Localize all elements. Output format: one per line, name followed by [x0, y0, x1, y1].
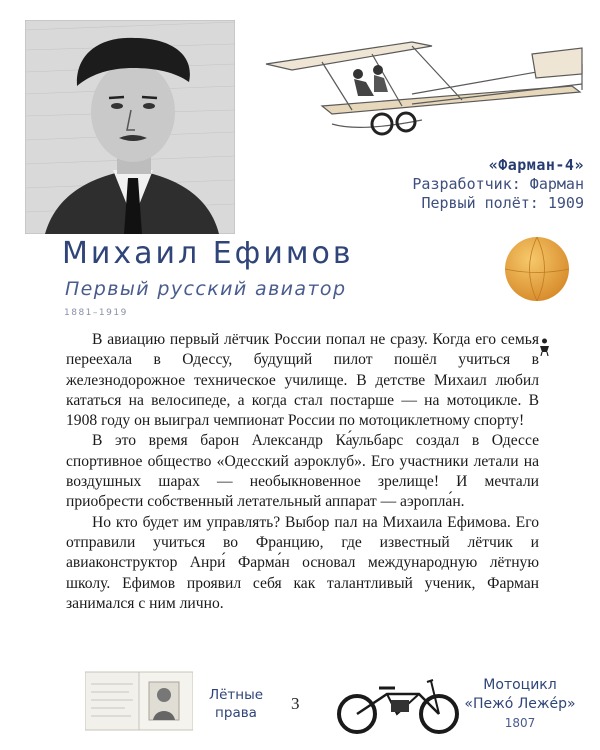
article-body [66, 330, 539, 614]
paragraph: В авиацию первый лётчик России попал не сразу. Когда его семья переехала в Одессу, будущий пилот пошёл учиться в железнодорожное техническое училище. В детстве Михаил любил кататься на велосипеде, а когда стал постарше — на мотоцикле. В 1908 году он выиграл чемпионат России по мотоциклетному спорту! [66, 331, 539, 430]
motorcycle-caption [452, 676, 588, 733]
airplane-name: «Фарман-4» [488, 156, 584, 174]
motorcycle-caption-line: «Пежо́ Леже́р» [464, 696, 576, 712]
page-subtitle: Первый русский авиатор [65, 278, 347, 300]
hot-air-balloon-icon [502, 236, 572, 344]
page-number: 3 [291, 694, 300, 713]
motorcycle-year: 1807 [504, 716, 536, 730]
airplane-caption [350, 156, 584, 213]
paragraph: В это время барон Александр Ка́ульбарс создал в Одессе спортивное общество «Одесский аэроклуб». Его участники летали на воздушных шарах — необыкновенное зрелище! И мечтали приобрести собственный летательный аппарат — аэропла́н. [66, 432, 539, 511]
motorcycle-illustration [335, 676, 463, 736]
portrait-illustration [25, 20, 235, 234]
pilot-license-illustration [85, 670, 193, 732]
airplane-first-flight: Первый полёт: 1909 [421, 194, 584, 212]
license-caption-line: права [215, 705, 257, 721]
license-caption-line: Лётные [208, 687, 264, 703]
motorcycle-caption-line: Мотоцикл [483, 677, 557, 693]
paragraph: Но кто будет им управлять? Выбор пал на Михаила Ефимова. Его отправили учиться во Францию, где известный лётчик и авиаконструктор Анри́ Фарма́н основал международную лётную школу. Ефимов проявил себя как талантливый ученик, Фарман занимался с ним лично. [66, 513, 539, 612]
license-caption [208, 686, 264, 722]
farman-airplane-illustration [262, 24, 592, 144]
small-figure-icon [539, 338, 550, 356]
life-years: 1881–1919 [64, 308, 128, 318]
page-title: Михаил Ефимов [62, 236, 354, 271]
airplane-developer: Разработчик: Фарман [412, 175, 584, 193]
